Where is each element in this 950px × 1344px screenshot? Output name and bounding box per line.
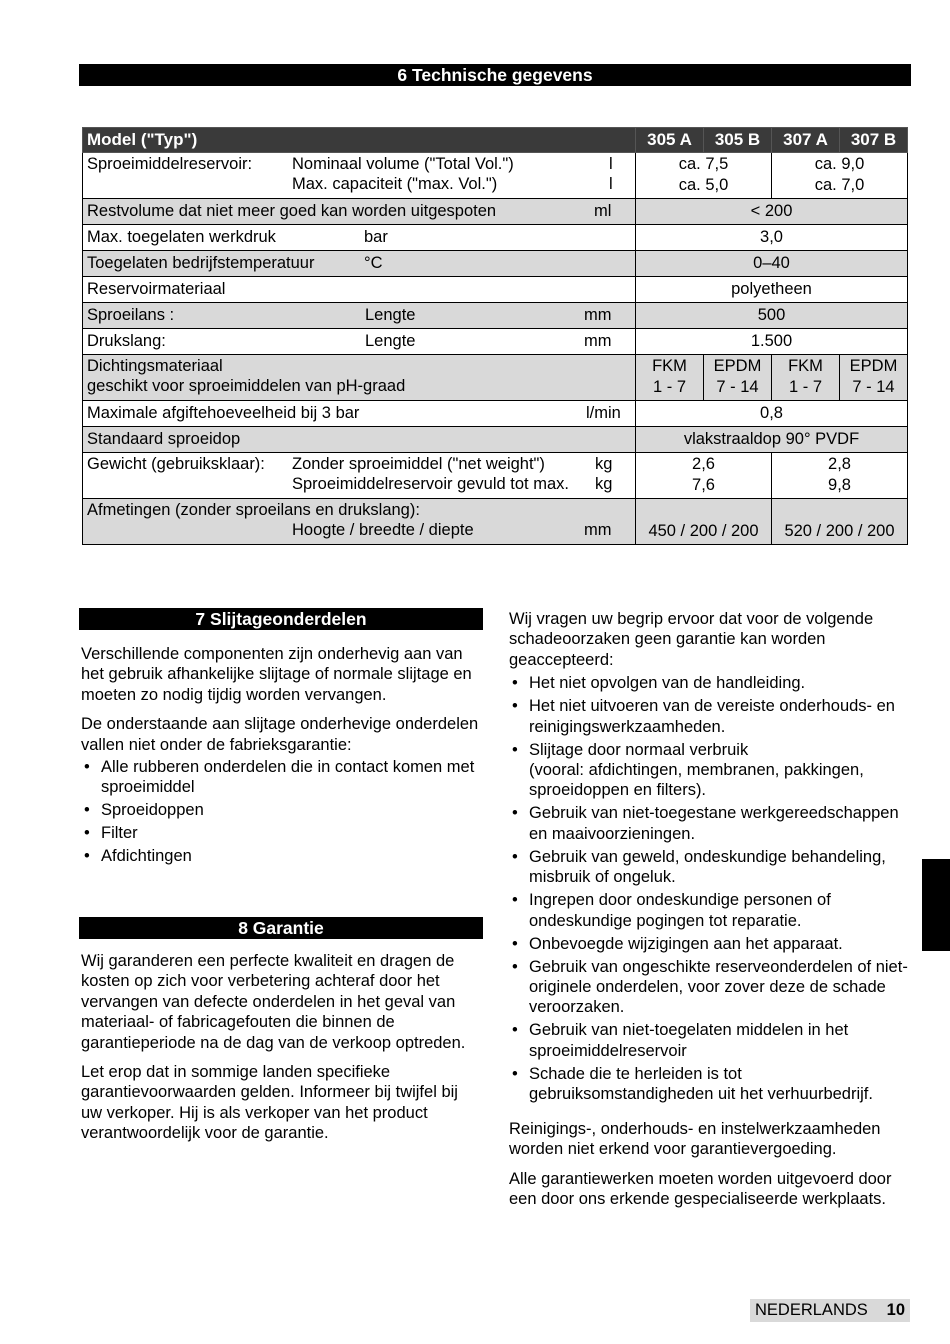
list-item: • Gebruik van geweld, ondeskundige behandeling, misbruik of ongeluk. [509,847,911,888]
rest-volume-label: Restvolume dat niet meer goed kan worden uitgespoten [87,202,497,220]
weight-label: Gewicht (gebruiksklaar): [87,455,265,473]
list-item: • Het niet uitvoeren van de vereiste onderhouds- en reinigingswerkzaamheden. [509,696,911,737]
table-row-weight [83,453,908,499]
table-row-dimensions [83,499,908,545]
list-item: • Afdichtingen [81,846,481,866]
list-item: • Alle rubberen onderdelen die in contact komen met sproeimiddel [81,757,481,798]
seal-label-2: geschikt voor sproeimiddelen van pH-graad [87,377,406,395]
seal-ph: 1 - 7 [652,377,687,396]
lance-unit: mm [584,306,612,324]
seal-material: EPDM [849,357,898,375]
reservoir-307-value-2: ca. 7,0 [814,175,865,194]
exclusions-list [509,673,911,1104]
hose-sub: Lengte [365,332,416,350]
paragraph: De onderstaande aan slijtage onderhevige onderdelen vallen niet onder de fabrieksgarantie: [81,715,479,754]
table-row-pressure [83,225,908,251]
list-item: • Sproeidoppen [81,800,481,820]
list-item: • Slijtage door normaal verbruik (vooral: afdichtingen, membranen, pakkingen, sproeidoppen en filters). [509,740,911,801]
reservoir-unit-2: l [609,175,613,193]
section-7-title: 7 Slijtageonderdelen [195,609,367,629]
list-item: • Ingrepen door ondeskundige personen of ondeskundige pogingen tot reparatie. [509,890,911,931]
paragraph: Let erop dat in sommige landen specifieke garantievoorwaarden gelden. Informeer bij twijfel bij uw verkoper. Hij is als verkoper van het product verantwoordelijk voor de garantie. [81,1063,458,1143]
table-row-seal [83,355,908,401]
nozzle-value: vlakstraaldop 90° PVDF [636,427,908,453]
weight-307-value-2: 9,8 [828,475,851,494]
list-item: • Gebruik van ongeschikte reserveonderdelen of niet-originele onderdelen, voor zover deze de schade veroorzaken. [509,957,911,1018]
paragraph: Alle garantiewerken moeten worden uitgevoerd door een door ons erkende gespecialiseerde werkplaats. [509,1169,892,1208]
section-8-body [81,951,483,1153]
section-7-body [81,644,481,876]
reservoir-unit-1: l [609,155,613,173]
dimensions-305-value: 450 / 200 / 200 [636,499,772,545]
paragraph: Wij garanderen een perfecte kwaliteit en dragen de kosten op zich voor verbetering achteraf door het vervangen van defecte onderdelen in het geval van materiaal- of fabricagefouten die binnen de garantieperiode na de dag van de verkoop optreden. [81,952,466,1052]
seal-material: FKM [652,357,687,375]
lance-label: Sproeilans : [87,306,175,324]
rest-volume-value: < 200 [636,199,908,225]
lance-value: 500 [636,303,908,329]
table-row-temperature [83,251,908,277]
reservoir-sub-2: Max. capaciteit ("max. Vol.") [292,175,498,193]
weight-305-value-2: 7,6 [692,475,715,494]
model-header: Model ("Typ") [83,128,636,153]
flow-unit: l/min [586,404,621,422]
list-item: • Filter [81,823,481,843]
model-305b: 305 B [704,128,772,153]
weight-sub-1: Zonder sproeimiddel ("net weight") [292,455,545,473]
table-row-lance [83,303,908,329]
reservoir-305-value-1: ca. 7,5 [678,155,729,173]
dimensions-label: Afmetingen (zonder sproeilans en drukslang): [87,501,420,519]
seal-material: FKM [788,357,823,375]
section-8-title: 8 Garantie [238,918,324,938]
temperature-label: Toegelaten bedrijfstemperatuur [87,254,315,272]
material-value: polyetheen [636,277,908,303]
model-307a: 307 A [772,128,840,153]
pressure-unit: bar [364,228,388,246]
section-6-title: 6 Technische gegevens [397,65,593,85]
flow-value: 0,8 [636,401,908,427]
list-item: • Het niet opvolgen van de handleiding. [509,673,911,693]
flow-label: Maximale afgiftehoeveelheid bij 3 bar [87,404,360,422]
model-307b: 307 B [840,128,908,153]
reservoir-label: Sproeimiddelreservoir: [87,155,253,173]
list-item: • Schade die te herleiden is tot gebruiksomstandigheden uit het verhuurbedrijf. [509,1064,911,1105]
list-item: • Gebruik van niet-toegelaten middelen in het sproeimiddelreservoir [509,1020,911,1061]
lance-sub: Lengte [365,306,416,324]
rest-volume-unit: ml [594,202,612,220]
pressure-label: Max. toegelaten werkdruk [87,228,276,246]
warranty-exclusions [509,609,911,1218]
hose-label: Drukslang: [87,332,166,350]
footer-language: NEDERLANDS [755,1301,868,1319]
section-7-heading [79,608,483,630]
reservoir-305-value-2: ca. 5,0 [678,175,729,194]
seal-material: EPDM [713,357,762,375]
weight-305-value-1: 2,6 [692,455,715,473]
hose-value: 1.500 [636,329,908,355]
section-8-heading [79,917,483,939]
technical-data-table [82,127,908,545]
hose-unit: mm [584,332,612,350]
weight-unit-1: kg [595,455,613,473]
dimensions-unit: mm [584,521,612,539]
paragraph: Reinigings-, onderhouds- en instelwerkzaamheden worden niet erkend voor garantievergoeding. [509,1119,881,1159]
table-row-hose [83,329,908,355]
seal-label-1: Dichtingsmateriaal [87,357,223,375]
table-row-rest-volume [83,199,908,225]
weight-307-value-1: 2,8 [828,455,851,473]
weight-sub-2: Sproeimiddelreservoir gevuld tot max. [292,475,569,493]
reservoir-sub-1: Nominaal volume ("Total Vol.") [292,155,514,173]
seal-ph: 1 - 7 [788,377,823,396]
table-row-nozzle [83,427,908,453]
reservoir-307-value-1: ca. 9,0 [814,155,865,173]
seal-ph: 7 - 14 [852,377,895,396]
temperature-value: 0–40 [636,251,908,277]
section-6-heading [79,64,911,86]
table-header-row [83,128,908,153]
page-number: 10 [886,1301,905,1319]
language-tab-marker [922,859,950,951]
model-305a: 305 A [636,128,704,153]
page-footer [750,1299,910,1322]
dimensions-307-value: 520 / 200 / 200 [772,499,908,545]
pressure-value: 3,0 [636,225,908,251]
weight-unit-2: kg [595,475,613,493]
list-item: • Onbevoegde wijzigingen aan het apparaat. [509,934,911,954]
table-row-material [83,277,908,303]
dimensions-sub: Hoogte / breedte / diepte [292,521,474,539]
seal-ph: 7 - 14 [716,377,759,396]
table-row-reservoir [83,153,908,199]
paragraph: Wij vragen uw begrip ervoor dat voor de volgende schadeoorzaken geen garantie kan worden geaccepteerd: [509,610,874,669]
temperature-unit: °C [364,254,383,272]
nozzle-label: Standaard sproeidop [87,430,241,448]
paragraph: Verschillende componenten zijn onderhevig aan van het gebruik afhankelijke slijtage of normale slijtage en moeten zo nodig tijdig worden vervangen. [81,645,472,704]
material-label: Reservoirmateriaal [87,280,226,298]
wear-parts-list [81,757,481,867]
table-row-flow [83,401,908,427]
list-item: • Gebruik van niet-toegestane werkgereedschappen en maaivoorzieningen. [509,803,911,844]
